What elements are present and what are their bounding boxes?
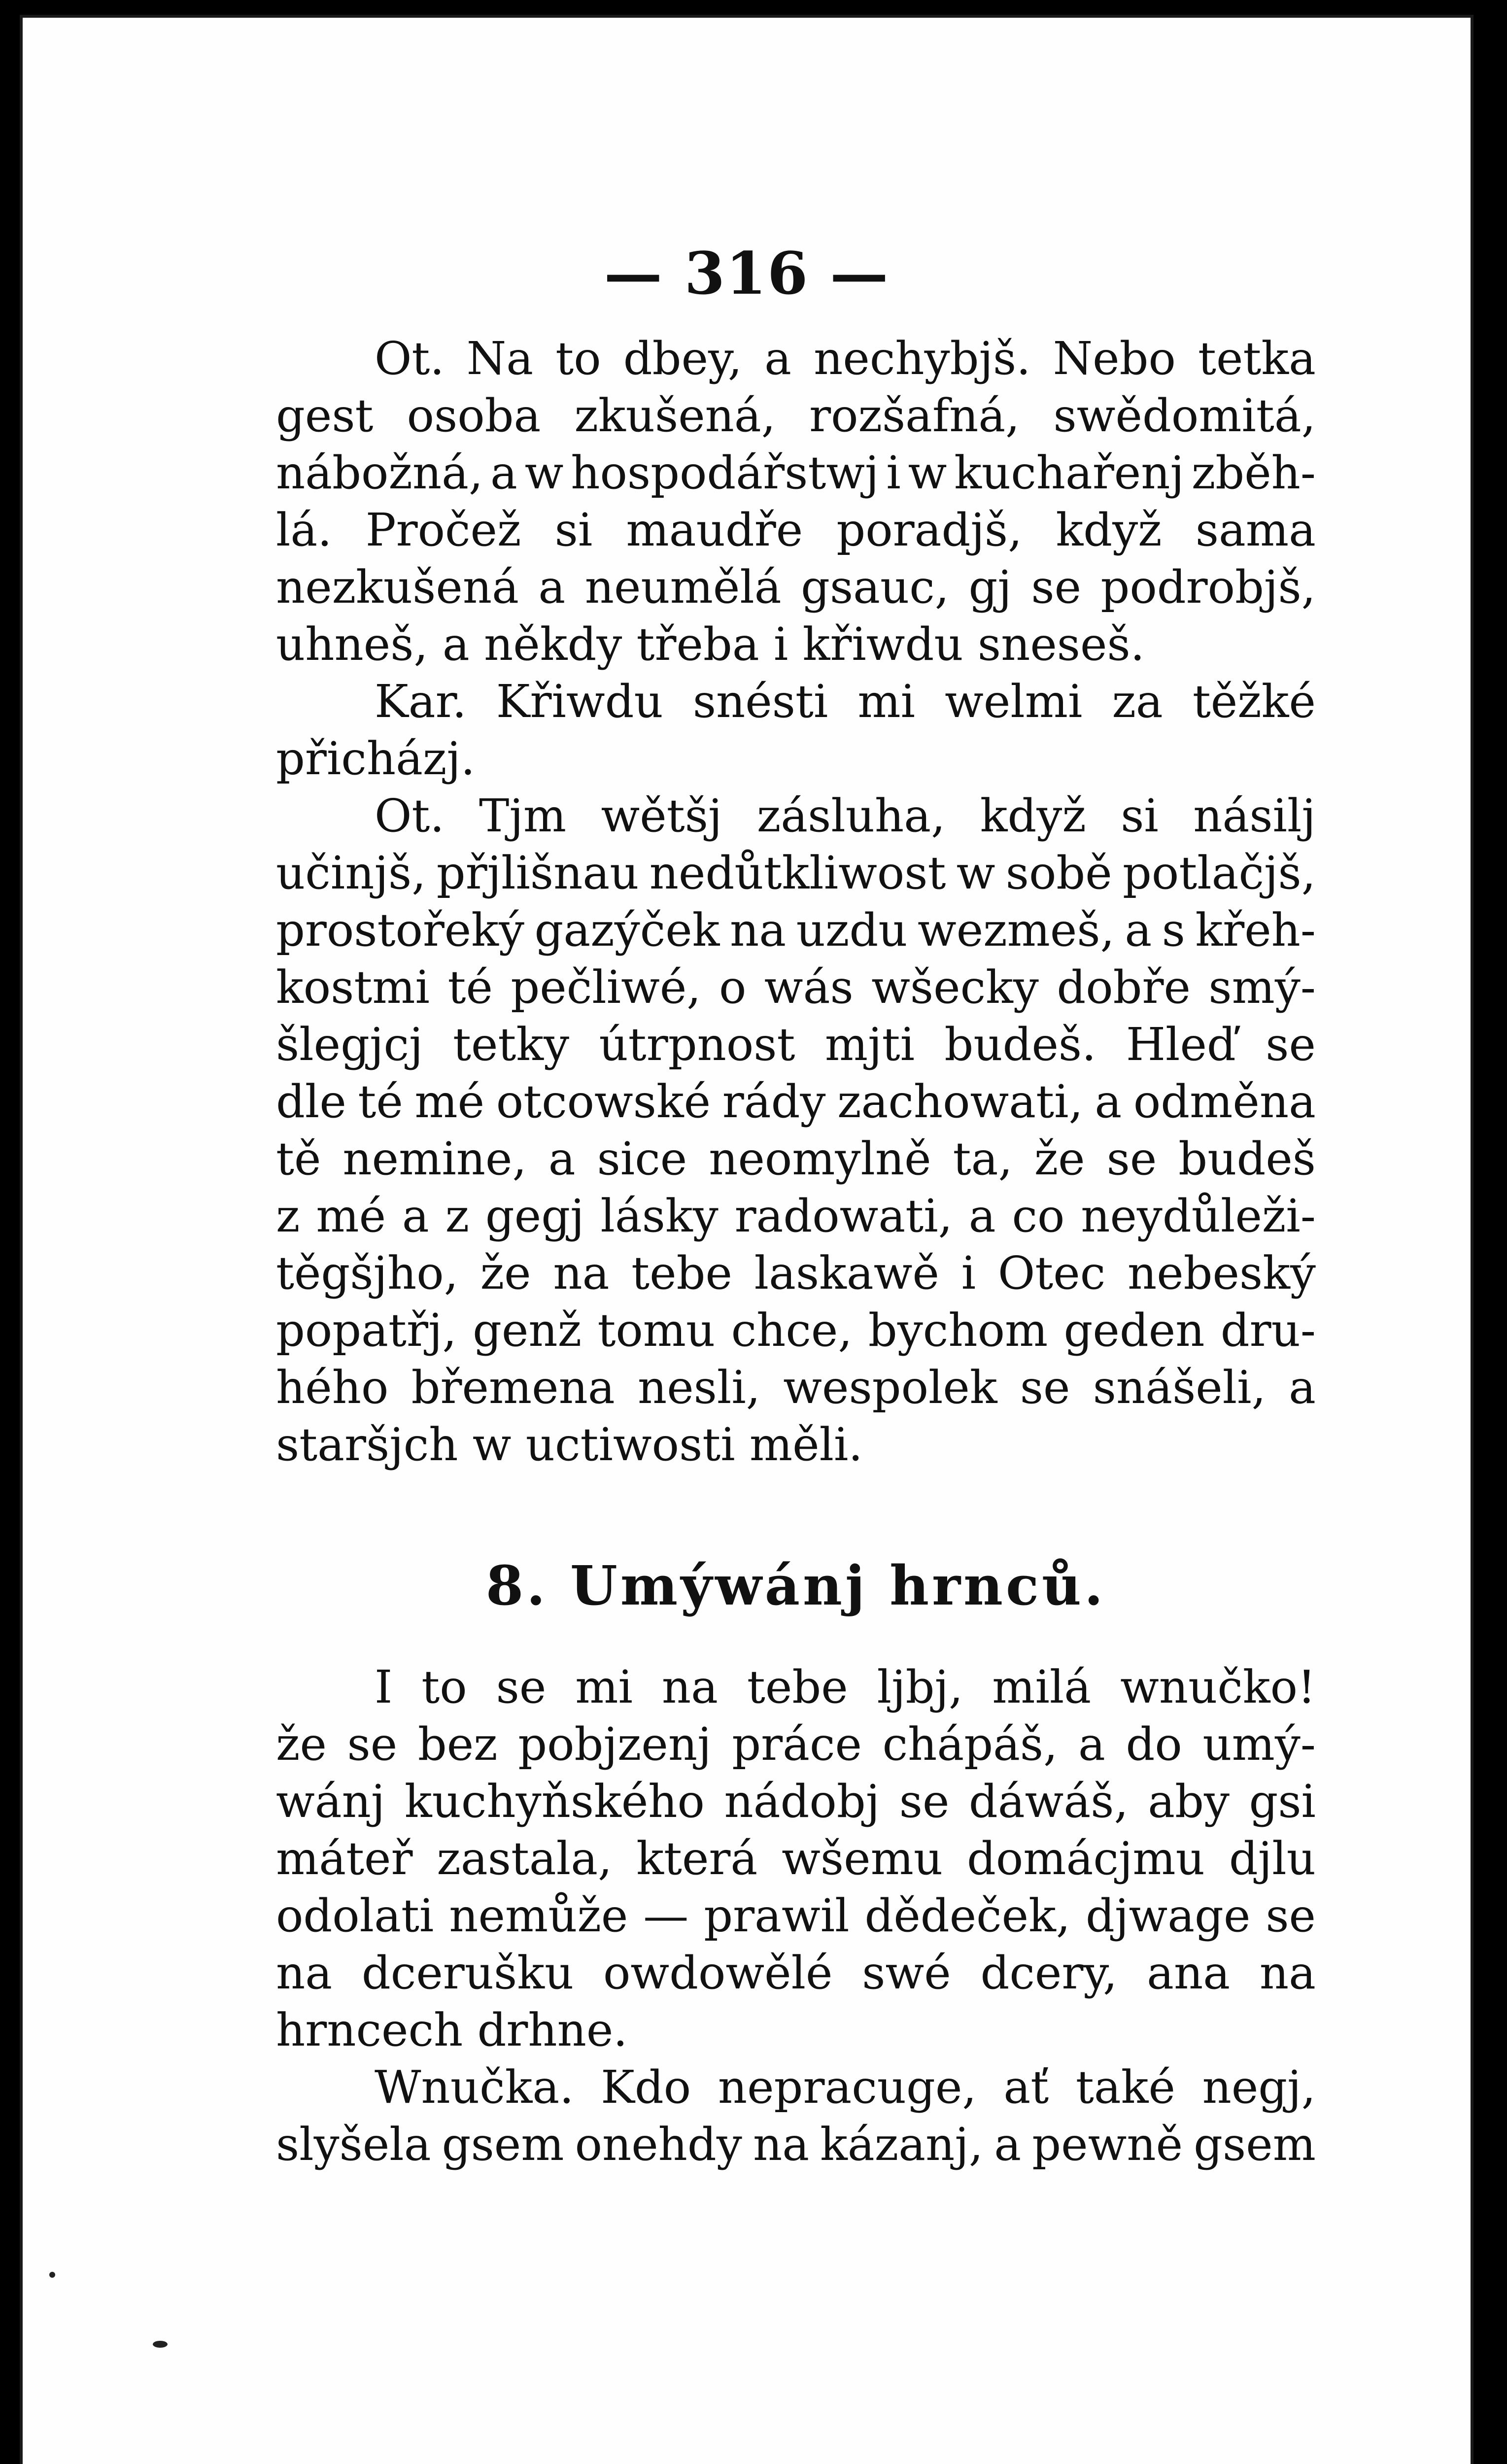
word: o — [719, 961, 747, 1014]
word: si — [1121, 789, 1159, 842]
word: gsem — [442, 2118, 564, 2171]
word: nepracuge, — [718, 2061, 977, 2114]
word: která — [636, 1832, 758, 1885]
text-line — [276, 845, 1316, 902]
word: milá — [992, 1661, 1092, 1713]
word: za — [1112, 675, 1163, 728]
text-line — [276, 1016, 1316, 1073]
word: Kdo — [601, 2061, 691, 2114]
word: máteř — [276, 1832, 413, 1885]
word: mi — [575, 1661, 633, 1713]
word: swé — [862, 1947, 951, 1999]
word: odolati — [276, 1889, 434, 1942]
word: ať — [1003, 2061, 1049, 2114]
word: pečliwé, — [511, 961, 701, 1014]
word: umý- — [1202, 1718, 1316, 1771]
word: wšecky — [871, 961, 1039, 1014]
word: zastala, — [437, 1832, 613, 1885]
word: budeš. — [944, 1018, 1096, 1071]
word: že — [276, 1718, 327, 1771]
word: nemine, — [342, 1132, 527, 1185]
word: zběh- — [1191, 446, 1316, 499]
word: kuchyňského — [404, 1775, 705, 1828]
word: chce, — [731, 1304, 853, 1357]
word: z — [445, 1190, 470, 1242]
word: nádobj — [724, 1775, 880, 1828]
text-line — [276, 387, 1316, 445]
word: maudře — [626, 504, 803, 556]
page-number: — 316 — — [604, 239, 890, 308]
word: wnučko! — [1120, 1661, 1316, 1713]
word: wětšj — [601, 789, 722, 842]
word: swědomitá, — [1053, 389, 1316, 442]
word: Na — [466, 332, 534, 385]
text-line: uhneš, a někdy třeba i křiwdu sneseš. — [276, 618, 1145, 671]
word: Nebo — [1053, 332, 1176, 385]
word: radowati, — [734, 1190, 953, 1242]
word: w — [524, 446, 564, 499]
text-line — [276, 502, 1316, 559]
word: bez — [417, 1718, 498, 1771]
word: práce — [732, 1718, 862, 1771]
word: neumělá — [584, 561, 782, 614]
word: tetky — [452, 1018, 570, 1071]
word: dáwáš, — [968, 1775, 1129, 1828]
word: násilj — [1193, 789, 1316, 842]
word: na — [729, 904, 787, 957]
word: wás — [764, 961, 854, 1014]
word: nábožná, — [276, 446, 483, 499]
word: gj — [968, 561, 1012, 614]
word: gsauc, — [801, 561, 950, 614]
word: sama — [1195, 504, 1316, 556]
word: a — [402, 1190, 429, 1242]
word: Hleď — [1126, 1018, 1236, 1071]
word: nedůtkliwost — [649, 847, 946, 899]
word: to — [421, 1661, 467, 1713]
word: dědeček, — [864, 1889, 1071, 1942]
word: a — [994, 2118, 1022, 2171]
word: aby — [1148, 1775, 1230, 1828]
text-line: staršjch w uctiwosti měli. — [276, 1418, 863, 1471]
word: dbey, — [623, 332, 743, 385]
text-line — [276, 959, 1316, 1016]
word: na — [553, 1247, 610, 1300]
word: wšemu — [782, 1832, 943, 1885]
text-line — [276, 1188, 1316, 1245]
word: neomylně — [709, 1132, 931, 1185]
word: a — [538, 561, 566, 614]
word: co — [1012, 1190, 1065, 1242]
word: té — [447, 961, 493, 1014]
word: Wnučka. — [375, 2061, 574, 2114]
text-line — [276, 673, 1316, 730]
word: mjti — [824, 1018, 915, 1071]
word: do — [1126, 1718, 1182, 1771]
word: ta, — [953, 1132, 1013, 1185]
word: tetka — [1198, 332, 1316, 385]
word: se — [496, 1661, 547, 1713]
word: w — [956, 847, 995, 899]
word: mi — [857, 675, 916, 728]
word: dcerušku — [361, 1947, 574, 1999]
text-line: přicházj. — [276, 732, 476, 785]
word: geden — [1063, 1304, 1205, 1357]
text-line — [276, 1245, 1316, 1302]
word: se — [1020, 1361, 1070, 1414]
word: Ot. — [375, 332, 445, 385]
word: snésti — [692, 675, 828, 728]
word: kázanj, — [820, 2118, 984, 2171]
word: ana — [1147, 1947, 1231, 1999]
word: — — [643, 1889, 689, 1942]
word: osoba — [407, 389, 541, 442]
word: slyšela — [276, 2118, 431, 2171]
word: těžké — [1192, 675, 1316, 728]
word: Křiwdu — [496, 675, 663, 728]
word: pewně — [1032, 2118, 1183, 2171]
word: pobjzenj — [518, 1718, 712, 1771]
text-line — [276, 1945, 1316, 2002]
word: se — [347, 1718, 398, 1771]
word: laskawě — [754, 1247, 939, 1300]
word: nezkušená — [276, 561, 519, 614]
text-line — [276, 1830, 1316, 1887]
word: gsi — [1249, 1775, 1316, 1828]
text-line — [276, 1130, 1316, 1188]
word: onehdy — [575, 2118, 742, 2171]
word: neydůleži- — [1081, 1190, 1316, 1242]
word: lásky — [600, 1190, 719, 1242]
word: na — [661, 1661, 718, 1713]
word: tě — [276, 1132, 321, 1185]
word: rozšafná, — [809, 389, 1020, 442]
word: popatřj, — [276, 1304, 457, 1357]
text-line — [276, 1302, 1316, 1359]
text-line — [276, 1773, 1316, 1830]
word: wezmeš, — [918, 904, 1115, 957]
word: na — [1259, 1947, 1316, 1999]
word: přjlišnau — [436, 847, 639, 899]
word: bychom — [868, 1304, 1048, 1357]
word: Tjm — [479, 789, 567, 842]
word: učinjš, — [276, 847, 426, 899]
word: a — [968, 1190, 996, 1242]
word: dru- — [1220, 1304, 1316, 1357]
word: dle — [276, 1075, 346, 1128]
word: s — [1162, 904, 1185, 957]
word: lá. — [276, 504, 332, 556]
word: hého — [276, 1361, 389, 1414]
word: dobře — [1057, 961, 1191, 1014]
word: tomu — [597, 1304, 716, 1357]
word: Kar. — [375, 675, 467, 728]
word: sice — [597, 1132, 687, 1185]
word: a — [1125, 904, 1152, 957]
word: djlu — [1229, 1832, 1316, 1885]
word: gsem — [1194, 2118, 1316, 2171]
word: tebe — [747, 1661, 848, 1713]
text-line: hrncech drhne. — [276, 2004, 628, 2056]
word: rády — [722, 1075, 826, 1128]
book-page — [20, 15, 1473, 2464]
text-line — [276, 902, 1316, 959]
word: gest — [276, 389, 374, 442]
text-line — [276, 1716, 1316, 1773]
word: těgšjho, — [276, 1247, 458, 1300]
word: křeh- — [1195, 904, 1316, 957]
word: že — [480, 1247, 531, 1300]
word: prostořeký — [276, 904, 524, 957]
word: domácjmu — [967, 1832, 1205, 1885]
word: když — [1056, 504, 1162, 556]
scan-speck — [49, 2272, 55, 2278]
word: nechybjš. — [814, 332, 1031, 385]
word: útrpnost — [599, 1018, 795, 1071]
word: Pročež — [365, 504, 521, 556]
word: kostmi — [276, 961, 430, 1014]
text-line — [276, 1887, 1316, 1945]
word: prawil — [704, 1889, 850, 1942]
section-heading: 8. Umýwánj hrnců. — [485, 1554, 1106, 1617]
word: a — [490, 446, 517, 499]
word: welmi — [945, 675, 1083, 728]
word: snášeli, — [1093, 1361, 1266, 1414]
word: i — [961, 1247, 976, 1300]
word: otcowské — [496, 1075, 711, 1128]
word: z — [276, 1190, 300, 1242]
text-line — [276, 2059, 1316, 2116]
word: kuchařenj — [954, 446, 1185, 499]
word: I — [375, 1661, 393, 1713]
word: negj, — [1202, 2061, 1316, 2114]
word: dcery, — [980, 1947, 1118, 1999]
word: také — [1075, 2061, 1175, 2114]
word: odměna — [1133, 1075, 1316, 1128]
word: podrobjš, — [1100, 561, 1316, 614]
word: břemena — [411, 1361, 615, 1414]
word: zásluha, — [756, 789, 946, 842]
word: budeš — [1178, 1132, 1316, 1185]
text-line — [276, 1659, 1316, 1716]
word: potlačjš, — [1122, 847, 1316, 899]
word: a — [1289, 1361, 1316, 1414]
word: se — [1266, 1018, 1316, 1071]
word: gazýček — [534, 904, 720, 957]
word: wespolek — [783, 1361, 997, 1414]
word: hospodářstwj — [571, 446, 879, 499]
text-line — [276, 445, 1316, 502]
word: se — [1266, 1889, 1316, 1942]
word: owdowělé — [603, 1947, 833, 1999]
word: wánj — [276, 1775, 385, 1828]
word: nebeský — [1127, 1247, 1316, 1300]
word: smý- — [1208, 961, 1316, 1014]
word: Ot. — [375, 789, 445, 842]
word: uzdu — [796, 904, 908, 957]
word: že — [1034, 1132, 1085, 1185]
text-line — [276, 787, 1316, 845]
word: nesli, — [637, 1361, 760, 1414]
word: mé — [414, 1075, 485, 1128]
word: mé — [316, 1190, 386, 1242]
word: na — [753, 2118, 810, 2171]
scan-speck — [153, 2341, 168, 2348]
word: se — [1031, 561, 1082, 614]
word: w — [908, 446, 947, 499]
word: sobě — [1005, 847, 1112, 899]
word: poradjš, — [836, 504, 1023, 556]
word: djwage — [1086, 1889, 1251, 1942]
word: ljbj, — [877, 1661, 963, 1713]
word: a — [1078, 1718, 1105, 1771]
word: to — [555, 332, 601, 385]
word: tebe — [631, 1247, 732, 1300]
word: genž — [473, 1304, 582, 1357]
word: i — [886, 446, 901, 499]
word: když — [980, 789, 1086, 842]
text-line — [276, 2116, 1316, 2173]
text-line — [276, 1359, 1316, 1416]
word: nemůže — [449, 1889, 628, 1942]
word: Otec — [997, 1247, 1106, 1300]
word: chápáš, — [882, 1718, 1058, 1771]
word: gegj — [485, 1190, 584, 1242]
word: a — [1095, 1075, 1122, 1128]
word: se — [1106, 1132, 1157, 1185]
word: si — [554, 504, 593, 556]
word: na — [276, 1947, 333, 1999]
body-text — [276, 330, 1316, 2173]
text-line — [276, 330, 1316, 387]
word: se — [899, 1775, 950, 1828]
word: a — [548, 1132, 576, 1185]
word: a — [764, 332, 792, 385]
text-line — [276, 1073, 1316, 1130]
text-line — [276, 559, 1316, 616]
word: šlegjcj — [276, 1018, 423, 1071]
word: zachowati, — [837, 1075, 1083, 1128]
word: zkušená, — [574, 389, 776, 442]
word: té — [358, 1075, 403, 1128]
